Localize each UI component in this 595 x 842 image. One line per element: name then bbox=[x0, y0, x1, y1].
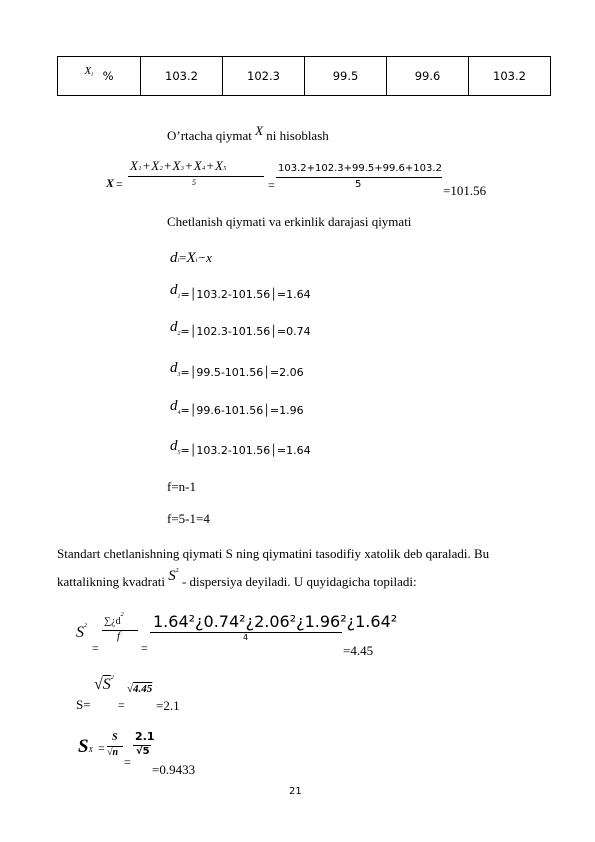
average-fraction-bar bbox=[128, 176, 264, 177]
sem-numeric-denominator: √5 bbox=[136, 746, 150, 757]
sem-symbolic-numerator: S bbox=[112, 732, 118, 743]
table-cell: 103.2 bbox=[141, 57, 223, 96]
average-title: O’rtacha qiymat bbox=[167, 128, 252, 143]
variance-lhs: $S^2$ bbox=[76, 623, 87, 641]
table-row bbox=[58, 57, 551, 96]
deviation-general-formula: di=Xi−x bbox=[170, 250, 212, 266]
table-cell: 102.3 bbox=[223, 57, 305, 96]
degrees-of-freedom-value: f=5-1=4 bbox=[167, 511, 210, 526]
sem-symbolic-denominator: √n bbox=[107, 747, 119, 758]
average-title-suffix: ni hisoblash bbox=[263, 128, 329, 143]
average-symbolic-numerator: X1+X2+X3+X4+X5 bbox=[130, 158, 227, 173]
deviation-row-3: d3=│99.5-101.56│=2.06 bbox=[170, 360, 304, 379]
table-cell: 99.6 bbox=[387, 57, 469, 96]
std-eq: = bbox=[118, 698, 125, 712]
header-unit: % bbox=[102, 69, 114, 83]
variance-result: =4.45 bbox=[343, 643, 374, 658]
average-lhs: X bbox=[106, 176, 115, 190]
variance-eq2: = bbox=[141, 641, 148, 655]
header-symbol: X bbox=[84, 65, 92, 77]
degrees-of-freedom-formula: f=n-1 bbox=[167, 479, 196, 494]
std-root-numeric: √4.45 bbox=[127, 683, 153, 695]
values-table bbox=[57, 56, 551, 96]
deviation-row-5: d5=│103.2-101.56│=1.64 bbox=[170, 438, 311, 457]
deviation-row-2: d2=│102.3-101.56│=0.74 bbox=[170, 319, 311, 338]
deviation-row-1: d1=│103.2-101.56│=1.64 bbox=[170, 282, 311, 301]
header-subscript: i bbox=[91, 72, 93, 78]
sem-numeric-numerator: 2.1 bbox=[135, 730, 155, 743]
deviation-row-4: d4=│99.6-101.56│=1.96 bbox=[170, 398, 304, 417]
average-symbol: X bbox=[255, 123, 264, 138]
variance-numeric-denominator: 4 bbox=[243, 633, 249, 642]
average-numeric-bar bbox=[276, 177, 442, 178]
average-symbolic-denominator: 5 bbox=[192, 178, 196, 187]
average-numeric-denominator: 5 bbox=[355, 179, 362, 190]
average-eq: = bbox=[116, 177, 123, 191]
table-header-cell bbox=[58, 57, 141, 96]
std-root-symbolic: $√S^2$ bbox=[94, 675, 114, 693]
table-cell: 103.2 bbox=[469, 57, 551, 96]
table-cell: 99.5 bbox=[305, 57, 387, 96]
variance-numeric-numerator: 1.64²¿0.74²¿2.06²¿1.96²¿1.64² bbox=[153, 612, 398, 631]
sem-eq2: = bbox=[124, 755, 131, 769]
paragraph-line-2: kattalikning kvadrati $S^2$ - dispersiya deyiladi. U quyidagicha topiladi: bbox=[57, 568, 417, 589]
sem-lhs: SX bbox=[78, 736, 93, 757]
variance-eq1: = bbox=[92, 641, 99, 655]
sem-result: =0.9433 bbox=[152, 762, 196, 777]
average-numeric-numerator: 103.2+102.3+99.5+99.6+103.2 bbox=[278, 163, 442, 174]
page-number: 21 bbox=[289, 786, 302, 797]
average-eq2: = bbox=[268, 178, 275, 192]
average-result: =101.56 bbox=[443, 183, 487, 198]
average-heading bbox=[167, 123, 329, 144]
deviation-title: Chetlanish qiymati va erkinlik darajasi qiymati bbox=[167, 214, 412, 229]
std-result: =2.1 bbox=[156, 698, 180, 713]
sem-eq1: = bbox=[98, 741, 105, 755]
variance-sum-numerator: $\sum¿d^2$ bbox=[104, 612, 124, 627]
paragraph-line-1: Standart chetlanishning qiymati S ning qiymatini tasodifiy xatolik deb qaraladi. Bu bbox=[57, 546, 490, 561]
variance-sum-denominator: f bbox=[117, 630, 121, 642]
std-lhs: S= bbox=[76, 697, 91, 712]
